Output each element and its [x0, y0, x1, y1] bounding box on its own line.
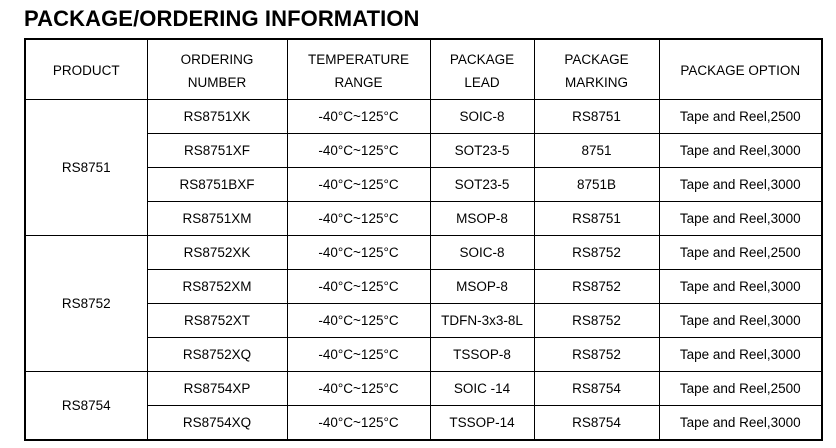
package-marking-cell: 8751 [534, 134, 659, 168]
temperature-range-cell: -40°C~125°C [287, 270, 430, 304]
column-header-text: PACKAGE [449, 51, 515, 67]
package-marking-cell: RS8752 [534, 304, 659, 338]
package-lead-cell: SOT23-5 [430, 168, 534, 202]
package-marking-cell: RS8751 [534, 100, 659, 134]
ordering-number-cell: RS8754XP [147, 372, 287, 406]
column-header-text: LEAD [464, 74, 500, 90]
package-lead-cell: MSOP-8 [430, 270, 534, 304]
package-lead-cell: MSOP-8 [430, 202, 534, 236]
table-body [25, 100, 822, 441]
package-marking-cell: RS8752 [534, 236, 659, 270]
ordering-number-cell: RS8751XK [147, 100, 287, 134]
table-row [25, 372, 822, 406]
product-cell: RS8751 [25, 100, 147, 236]
column-header-package-lead [430, 39, 534, 100]
section-title: PACKAGE/ORDERING INFORMATION [24, 6, 420, 31]
package-lead-cell: SOIC-8 [430, 236, 534, 270]
package-option-cell: Tape and Reel,3000 [659, 134, 822, 168]
column-header-ordering-number [147, 39, 287, 100]
ordering-number-cell: RS8751XM [147, 202, 287, 236]
table-row [25, 100, 822, 134]
column-header-package-marking [534, 39, 659, 100]
temperature-range-cell: -40°C~125°C [287, 100, 430, 134]
temperature-range-cell: -40°C~125°C [287, 202, 430, 236]
temperature-range-cell: -40°C~125°C [287, 406, 430, 441]
package-option-cell: Tape and Reel,3000 [659, 168, 822, 202]
column-header-text: PRODUCT [52, 63, 120, 78]
ordering-number-cell: RS8752XT [147, 304, 287, 338]
package-marking-cell: 8751B [534, 168, 659, 202]
product-cell: RS8754 [25, 372, 147, 441]
column-header-package-option [659, 39, 822, 100]
column-header-text: PACKAGE [564, 51, 629, 67]
package-option-cell: Tape and Reel,3000 [659, 338, 822, 372]
product-cell: RS8752 [25, 236, 147, 372]
package-option-cell: Tape and Reel,2500 [659, 100, 822, 134]
ordering-number-cell: RS8751BXF [147, 168, 287, 202]
temperature-range-cell: -40°C~125°C [287, 168, 430, 202]
package-option-cell: Tape and Reel,2500 [659, 236, 822, 270]
package-option-cell: Tape and Reel,3000 [659, 406, 822, 441]
ordering-table [24, 38, 823, 441]
ordering-number-cell: RS8752XQ [147, 338, 287, 372]
temperature-range-cell: -40°C~125°C [287, 304, 430, 338]
header-row [25, 39, 822, 100]
package-lead-cell: TSSOP-8 [430, 338, 534, 372]
column-header-product [25, 39, 147, 100]
package-marking-cell: RS8752 [534, 270, 659, 304]
table-row [25, 236, 822, 270]
package-option-cell: Tape and Reel,3000 [659, 304, 822, 338]
package-marking-cell: RS8754 [534, 406, 659, 441]
table-header [25, 39, 822, 100]
column-header-text: PACKAGE OPTION [680, 63, 801, 78]
package-marking-cell: RS8754 [534, 372, 659, 406]
package-option-cell: Tape and Reel,3000 [659, 202, 822, 236]
package-lead-cell: SOT23-5 [430, 134, 534, 168]
package-option-cell: Tape and Reel,2500 [659, 372, 822, 406]
temperature-range-cell: -40°C~125°C [287, 338, 430, 372]
column-header-temperature-range [287, 39, 430, 100]
ordering-number-cell: RS8751XF [147, 134, 287, 168]
temperature-range-cell: -40°C~125°C [287, 236, 430, 270]
column-header-text: RANGE [334, 74, 383, 90]
package-lead-cell: TSSOP-14 [430, 406, 534, 441]
package-marking-cell: RS8751 [534, 202, 659, 236]
column-header-text: NUMBER [187, 74, 247, 90]
ordering-number-cell: RS8752XM [147, 270, 287, 304]
package-marking-cell: RS8752 [534, 338, 659, 372]
column-header-text: ORDERING [180, 51, 254, 67]
column-header-text: TEMPERATURE [307, 51, 409, 67]
column-header-text: MARKING [564, 74, 628, 90]
package-lead-cell: SOIC -14 [430, 372, 534, 406]
package-option-cell: Tape and Reel,3000 [659, 270, 822, 304]
temperature-range-cell: -40°C~125°C [287, 134, 430, 168]
package-lead-cell: TDFN-3x3-8L [430, 304, 534, 338]
ordering-number-cell: RS8754XQ [147, 406, 287, 441]
ordering-number-cell: RS8752XK [147, 236, 287, 270]
temperature-range-cell: -40°C~125°C [287, 372, 430, 406]
package-lead-cell: SOIC-8 [430, 100, 534, 134]
